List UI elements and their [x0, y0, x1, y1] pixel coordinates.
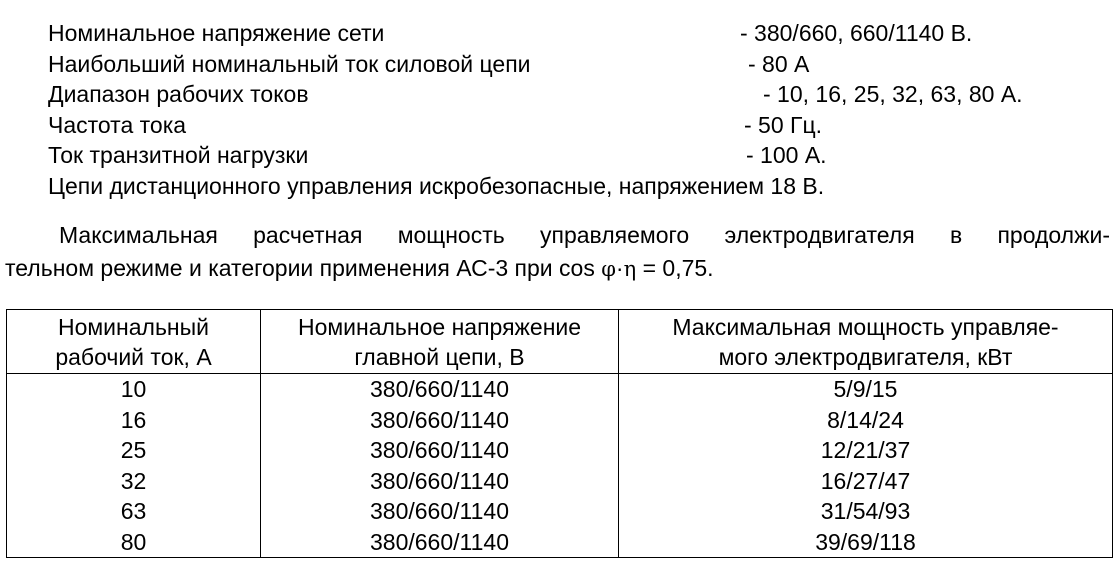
table-cell: 380/660/1140: [261, 405, 619, 436]
power-table: [6, 309, 1113, 558]
header-rated-voltage: [261, 310, 619, 374]
spec-label: Цепи дистанционного управления искробезопасные, напряжением 18 В.: [48, 172, 825, 199]
table-cell: 25: [7, 435, 261, 466]
header-line: Максимальная мощность управляе-: [672, 314, 1059, 340]
spec-label: Ток транзитной нагрузки: [48, 142, 309, 168]
header-line: мого электродвигателя, кВт: [718, 344, 1013, 370]
spec-row-current-range: [48, 79, 1108, 110]
table-row: [7, 374, 1113, 405]
table-cell: 31/54/93: [619, 496, 1113, 527]
paragraph-line-2-suffix: = 0,75.: [636, 255, 714, 281]
eta-symbol: η: [623, 257, 637, 281]
table-cell: 380/660/1140: [261, 496, 619, 527]
spec-row-transit-load: [48, 140, 1108, 171]
power-paragraph: [5, 219, 1110, 286]
table-header-row: [7, 310, 1113, 374]
table-cell: 380/660/1140: [261, 435, 619, 466]
table-cell: 10: [7, 374, 261, 405]
phi-symbol: φ: [601, 257, 616, 281]
table-row: [7, 405, 1113, 436]
spec-label: Диапазон рабочих токов: [48, 81, 309, 107]
table-cell: 63: [7, 496, 261, 527]
paragraph-line-2: [5, 252, 1110, 286]
header-line: Номинальный: [57, 314, 210, 340]
table-cell: 380/660/1140: [261, 374, 619, 405]
table-cell: 8/14/24: [619, 405, 1113, 436]
header-rated-current: [7, 310, 261, 374]
table-cell: 16/27/47: [619, 466, 1113, 497]
spec-value: - 50 Гц.: [744, 111, 823, 138]
header-line: рабочий ток, А: [55, 344, 212, 370]
table-cell: 380/660/1140: [261, 466, 619, 497]
spec-row-voltage: [48, 18, 1108, 49]
spec-label: Номинальное напряжение сети: [48, 20, 385, 46]
spec-row-remote-control: [48, 171, 1108, 202]
table-cell: 32: [7, 466, 261, 497]
spec-label: Частота тока: [48, 111, 187, 138]
paragraph-line-2-prefix: тельном режиме и категории применения АС-3 при cos: [5, 255, 602, 281]
dot-operator: ·: [615, 255, 624, 281]
table-cell: 380/660/1140: [261, 527, 619, 558]
table-cell: 39/69/118: [619, 527, 1113, 558]
header-max-power: [619, 310, 1113, 374]
spec-label: Наибольший номинальный ток силовой цепи: [48, 50, 531, 77]
table-cell: 16: [7, 405, 261, 436]
header-line: главной цепи, В: [354, 344, 525, 370]
table-cell: 80: [7, 527, 261, 558]
spec-value: - 10, 16, 25, 32, 63, 80 А.: [763, 81, 1023, 107]
table-row: [7, 435, 1113, 466]
table-row: [7, 496, 1113, 527]
table-row: [7, 466, 1113, 497]
table-cell: 12/21/37: [619, 435, 1113, 466]
paragraph-line-1: Максимальная расчетная мощность управляемого электродвигателя в продолжи-: [59, 222, 1110, 248]
spec-row-max-current: [48, 49, 1108, 80]
spec-row-frequency: [48, 110, 1108, 141]
spec-list: [48, 18, 1108, 201]
table-cell: 5/9/15: [619, 374, 1113, 405]
spec-value: - 380/660, 660/1140 В.: [740, 20, 973, 46]
header-line: Номинальное напряжение: [297, 314, 582, 340]
spec-value: - 100 А.: [746, 142, 827, 168]
spec-value: - 80 А: [748, 50, 810, 77]
table-row: [7, 527, 1113, 558]
